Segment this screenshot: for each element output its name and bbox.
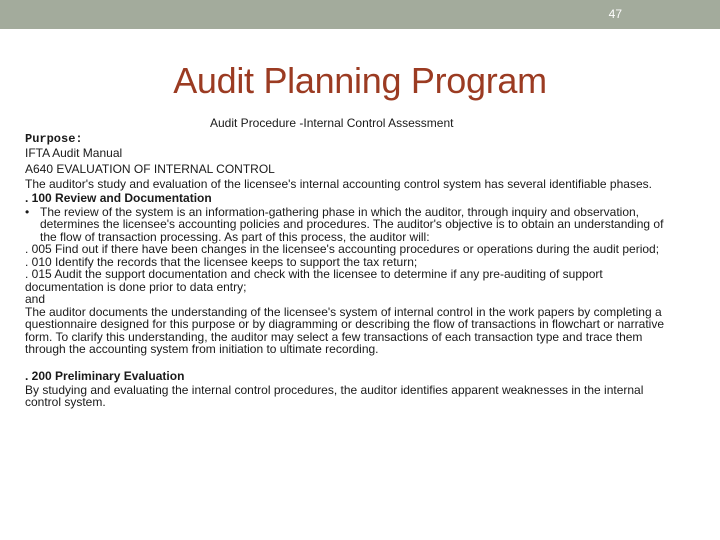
section-heading: A640 EVALUATION OF INTERNAL CONTROL — [25, 162, 275, 176]
slide-title: Audit Planning Program — [173, 60, 547, 101]
review-bullet-text: The review of the system is an information-gathering phase in which the auditor, through inquiry and observation, determines the licensee's accounting policies and procedures. The auditor's objective is to obtain an understanding of the flow of transaction processing. As part of this process, the auditor will: — [40, 204, 664, 244]
prelim-heading: . 200 Preliminary Evaluation — [25, 368, 185, 383]
and-text: and — [25, 292, 46, 306]
item-005: . 005 Find out if there have been changes in the licensee's accounting procedures or operations during the audit period; — [25, 242, 660, 256]
spacer — [25, 356, 675, 369]
documents-paragraph: The auditor documents the understanding of the licensee's system of internal control in the work papers by completing a questionnaire designed for this purpose or by diagramming or describing the flow of transactions in flowchart or narrative form. To clarify this understanding, the auditor may select a few transactions of each transaction type and trace them through the accounting system from initiation to ultimate recording. — [25, 304, 664, 356]
item-010: . 010 Identify the records that the licensee keeps to support the tax return; — [25, 254, 418, 269]
review-heading: . 100 Review and Documentation — [25, 190, 212, 205]
item-015: . 015 Audit the support documentation and check with the licensee to determine if any pre-auditing of support documentation is done prior to data entry; — [25, 267, 603, 294]
review-bullet — [25, 206, 675, 244]
prelim-paragraph: By studying and evaluating the internal control procedures, the auditor identifies apparent weaknesses in the internal control system. — [25, 382, 644, 409]
slide-subtitle: Audit Procedure -Internal Control Assessment — [210, 116, 454, 130]
slide-number: 47 — [608, 7, 622, 21]
purpose-label: Purpose: — [25, 132, 83, 146]
top-bar — [0, 0, 720, 29]
slide-content — [25, 132, 675, 409]
intro-paragraph: The auditor's study and evaluation of the licensee's internal accounting control system has several identifiable phases. — [25, 177, 652, 191]
manual-title: IFTA Audit Manual — [25, 146, 123, 160]
bullet-icon: • — [25, 204, 30, 219]
